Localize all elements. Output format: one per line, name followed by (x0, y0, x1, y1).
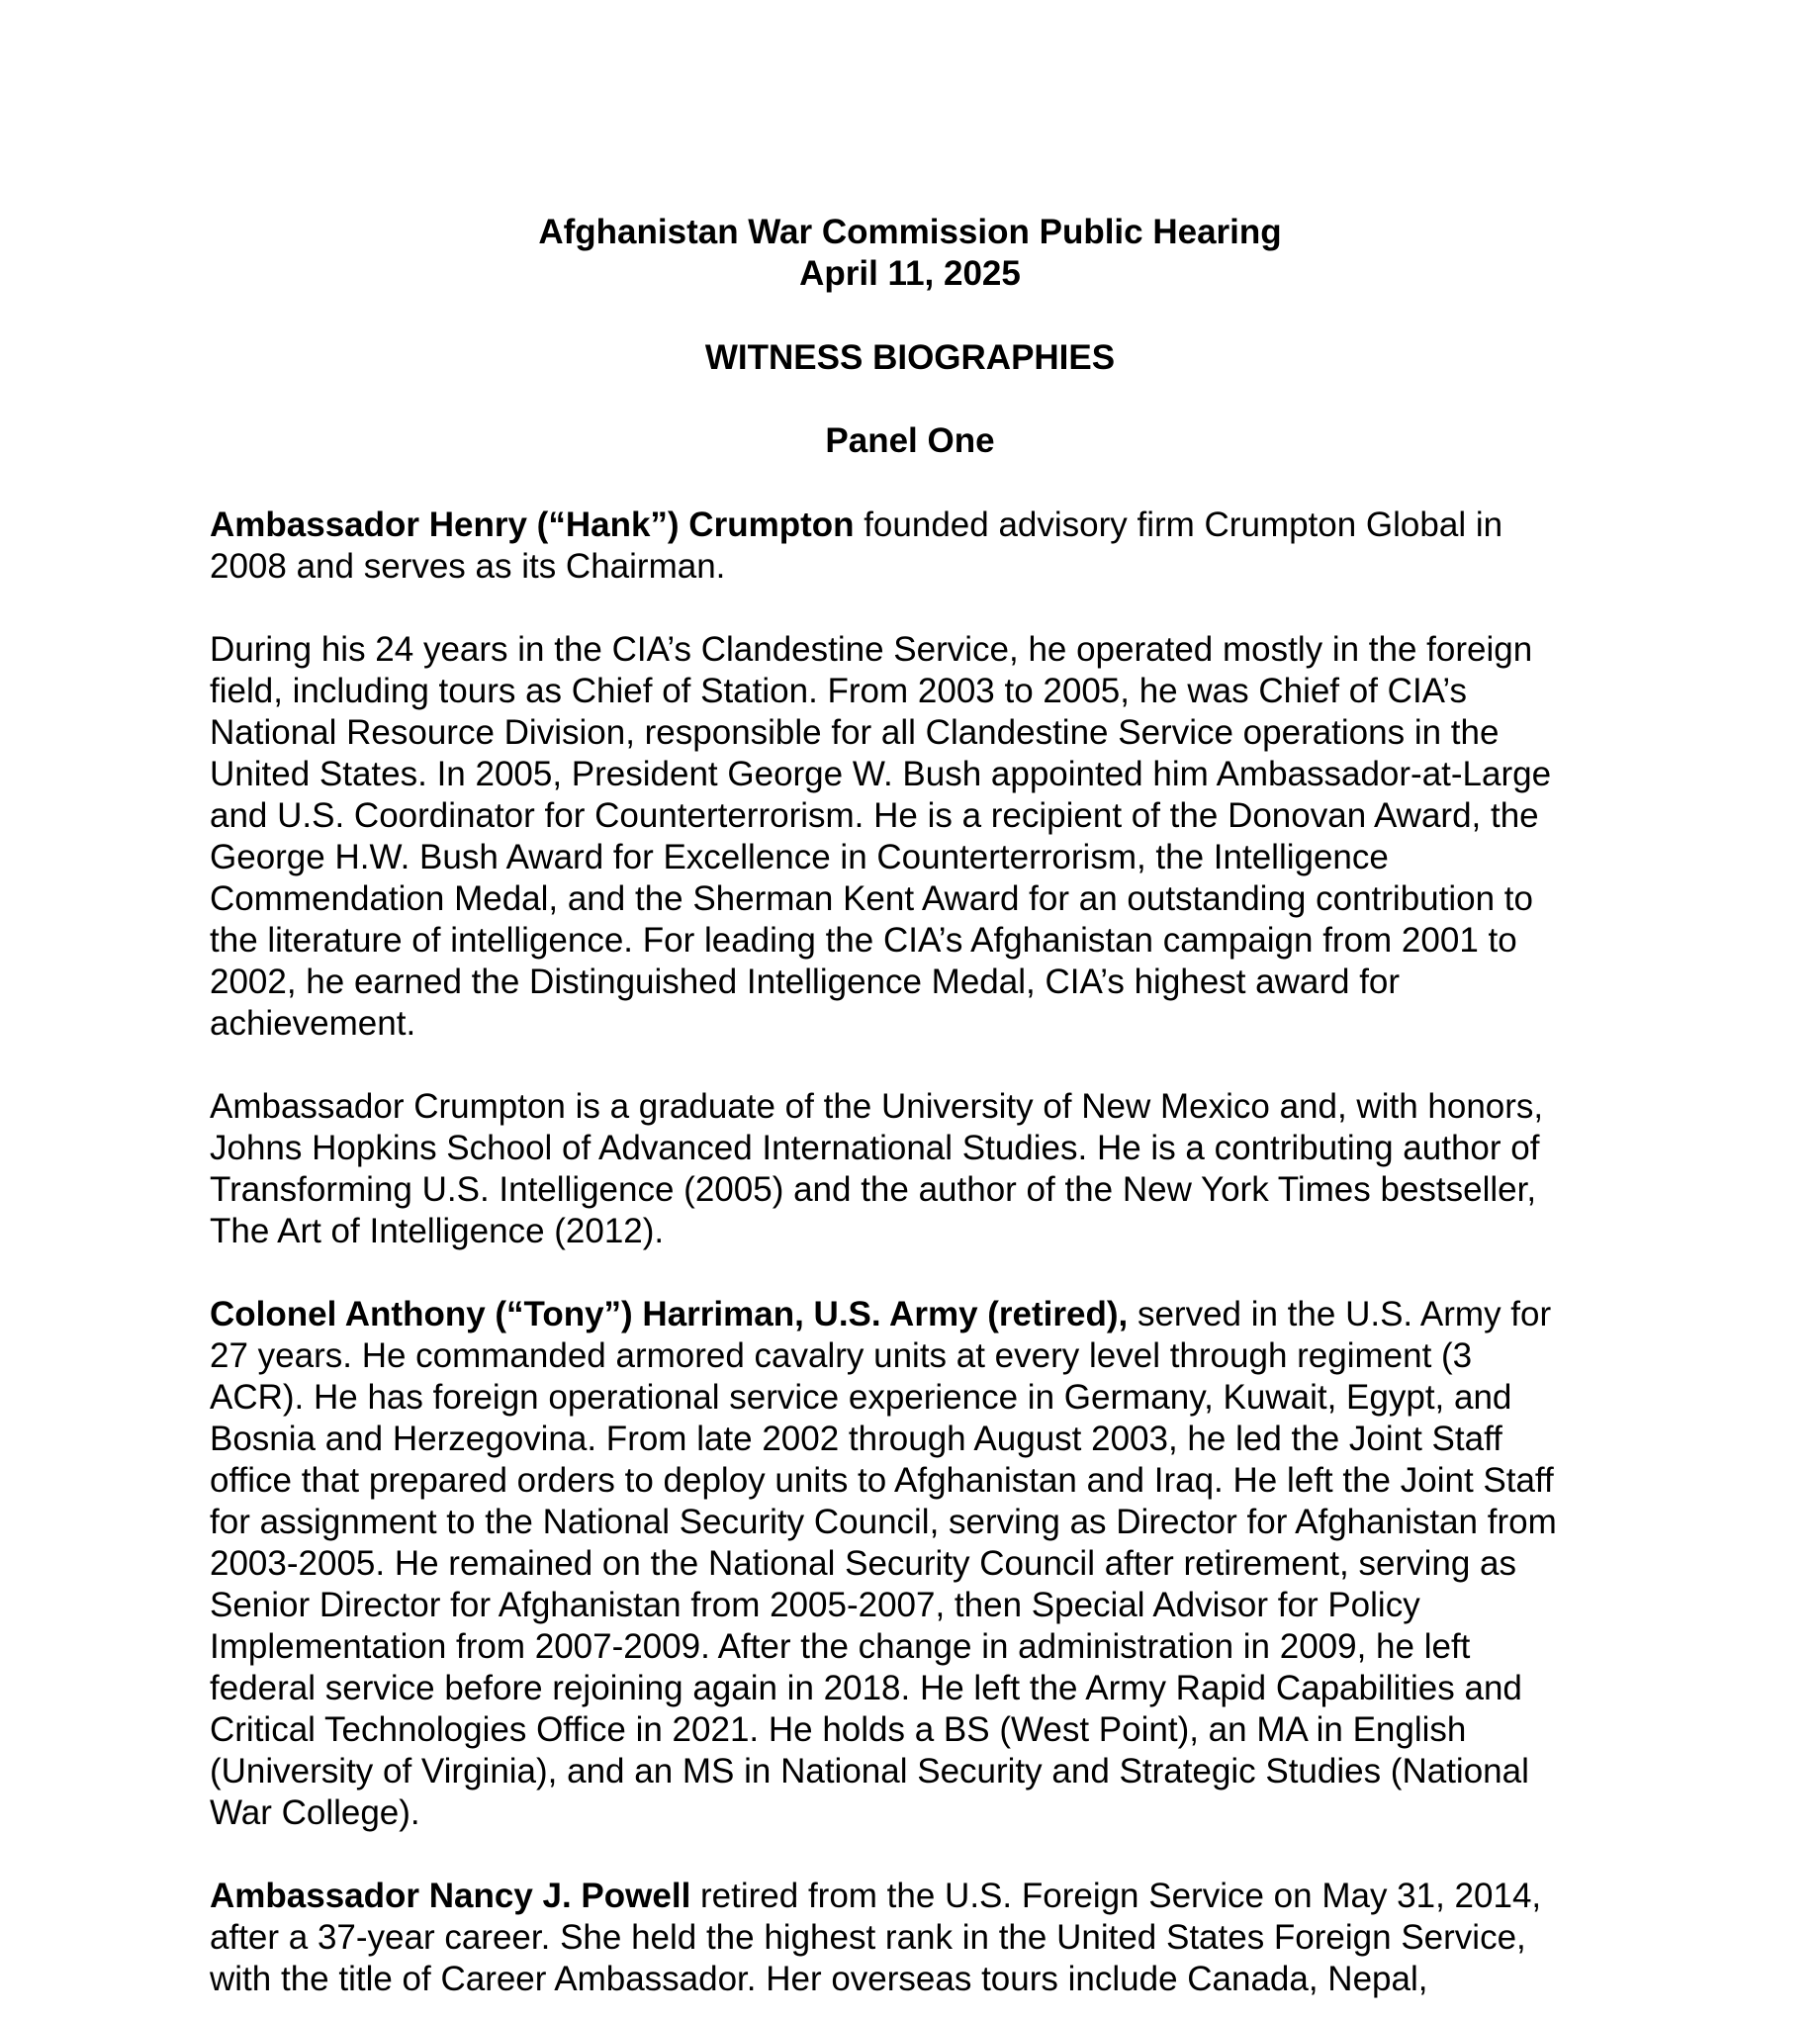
text-line: federal service before rejoining again in 2018. He left the Army Rapid Capabilities and (210, 1669, 1522, 1707)
text-line: Commendation Medal, and the Sherman Kent Award for an outstanding contribution to (210, 879, 1533, 918)
text-line: Implementation from 2007-2009. After the change in administration in 2009, he left (210, 1627, 1471, 1666)
text-line: field, including tours as Chief of Station. From 2003 to 2005, he was Chief of CIA’s (210, 672, 1468, 710)
text-line: The Art of Intelligence (2012). (210, 1212, 665, 1250)
text-line: George H.W. Bush Award for Excellence in Counterterrorism, the Intelligence (210, 838, 1389, 876)
text-line: achievement. (210, 1004, 416, 1043)
text-line: Ambassador Crumpton is a graduate of the University of New Mexico and, with honors, (210, 1087, 1544, 1126)
hearing-date: April 11, 2025 (799, 254, 1021, 293)
text-line: office that prepared orders to deploy units to Afghanistan and Iraq. He left the Joint Staff (210, 1461, 1554, 1500)
text-line: Transforming U.S. Intelligence (2005) and the author of the New York Times bestseller, (210, 1170, 1537, 1209)
panel-heading: Panel One (825, 421, 995, 460)
bio-name-crumpton: Ambassador Henry (“Hank”) Crumpton (210, 505, 855, 544)
bio-crumpton-career (210, 629, 1634, 1045)
text-line: Senior Director for Afghanistan from 2005-2007, then Special Advisor for Policy (210, 1586, 1420, 1624)
text-line: for assignment to the National Security Council, serving as Director for Afghanistan from (210, 1503, 1557, 1541)
bio-name-harriman: Colonel Anthony (“Tony”) Harriman, U.S. Army (retired), (210, 1295, 1129, 1333)
text-line: War College). (210, 1793, 420, 1832)
text-line: (University of Virginia), and an MS in National Security and Strategic Studies (National (210, 1752, 1529, 1790)
text-line: 2003-2005. He remained on the National Security Council after retirement, serving as (210, 1544, 1516, 1583)
bio-powell (210, 1876, 1634, 2000)
text-line: Johns Hopkins School of Advanced International Studies. He is a contributing author of (210, 1129, 1540, 1167)
document-body (210, 505, 1634, 2020)
text-line: 2002, he earned the Distinguished Intelligence Medal, CIA’s highest award for (210, 963, 1401, 1001)
text-line: with the title of Career Ambassador. Her overseas tours include Canada, Nepal, (210, 1960, 1428, 1998)
text-line: Colonel Anthony (“Tony”) Harriman, U.S. Army (retired), served in the U.S. Army for (210, 1295, 1552, 1333)
bio-name-powell: Ambassador Nancy J. Powell (210, 1877, 691, 1915)
bio-crumpton-education (210, 1086, 1634, 1252)
text-line: the literature of intelligence. For leading the CIA’s Afghanistan campaign from 2001 to (210, 921, 1517, 960)
bio-harriman (210, 1294, 1634, 1834)
text-line: 2008 and serves as its Chairman. (210, 547, 726, 586)
text-line: ACR). He has foreign operational service experience in Germany, Kuwait, Egypt, and (210, 1378, 1512, 1417)
text-line: During his 24 years in the CIA’s Clandestine Service, he operated mostly in the foreign (210, 630, 1533, 669)
bio-crumpton-intro (210, 505, 1634, 588)
text-line: after a 37-year career. She held the highest rank in the United States Foreign Service, (210, 1918, 1526, 1957)
text-line: Ambassador Henry (“Hank”) Crumpton founded advisory firm Crumpton Global in (210, 505, 1503, 544)
text-line: Critical Technologies Office in 2021. He holds a BS (West Point), an MA in English (210, 1710, 1467, 1749)
text-line: National Resource Division, responsible for all Clandestine Service operations in the (210, 713, 1500, 752)
text-line: Bosnia and Herzegovina. From late 2002 through August 2003, he led the Joint Staff (210, 1420, 1502, 1458)
text-line: Ambassador Nancy J. Powell retired from the U.S. Foreign Service on May 31, 2014, (210, 1877, 1542, 1915)
text-line: and U.S. Coordinator for Counterterrorism. He is a recipient of the Donovan Award, the (210, 796, 1539, 835)
text-line: United States. In 2005, President George W. Bush appointed him Ambassador-at-Large (210, 755, 1552, 793)
section-heading: WITNESS BIOGRAPHIES (704, 338, 1116, 377)
hearing-title: Afghanistan War Commission Public Hearing (538, 213, 1282, 251)
text-line: 27 years. He commanded armored cavalry units at every level through regiment (3 (210, 1336, 1473, 1375)
